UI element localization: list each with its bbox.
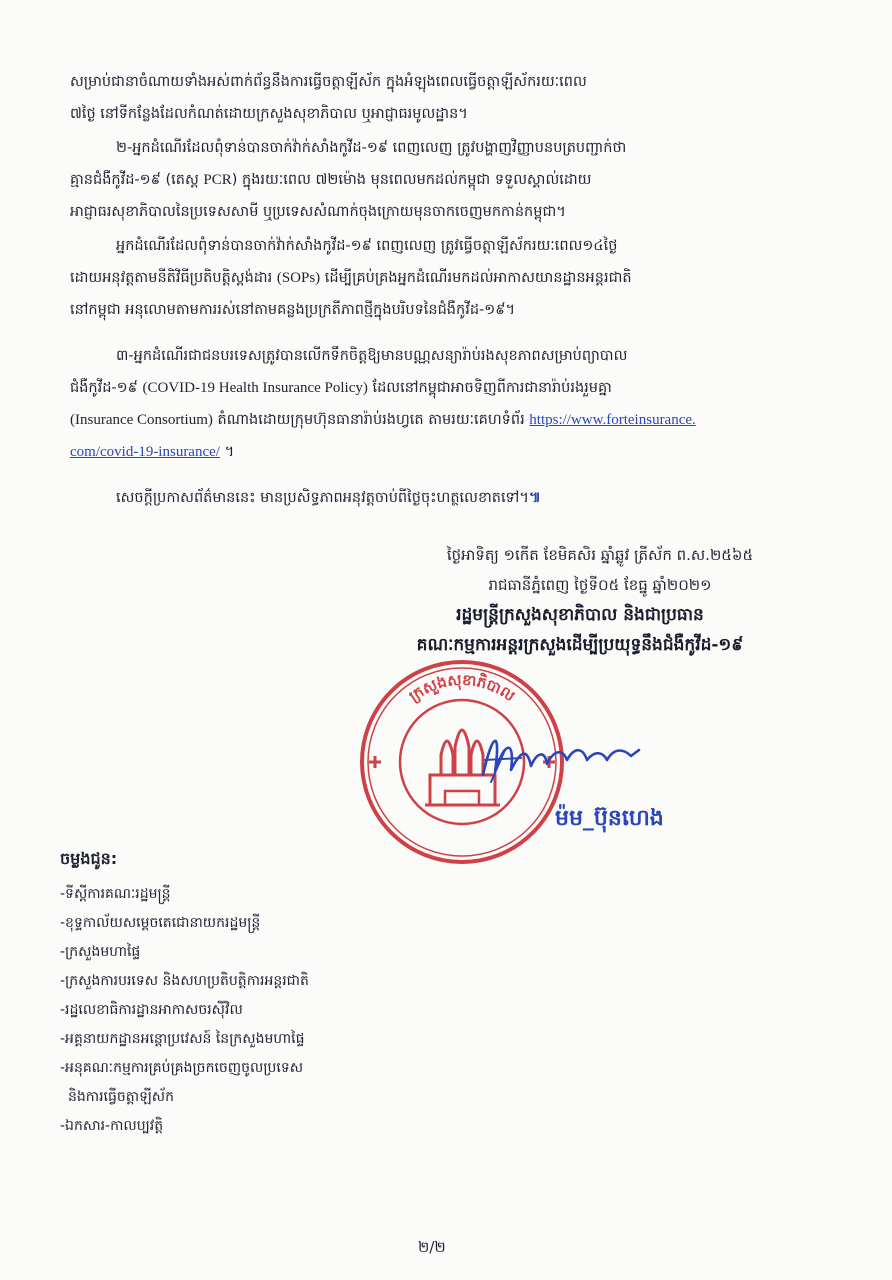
signatory-name: ម៉ម_ប៊ុនហេង — [555, 806, 664, 831]
text-segment-latin: (SOPs) — [276, 270, 321, 286]
text-segment: ដោយអនុវត្តតាមនីតិវិធីប្រតិបត្តិស្តង់ដារ — [70, 270, 273, 286]
paragraph-5-line-1 — [70, 482, 818, 514]
cc-list-item: -រដ្ឋលេខាធិការដ្ឋានអាកាសចរស៊ីវិល — [60, 1002, 243, 1018]
paragraph-1-line-2: ៧ថ្ងៃ នៅទីកន្លែងដែលកំណត់ដោយក្រសួងសុខាភិបាល ឬអាជ្ញាធរមូលដ្ឋាន។ — [70, 106, 468, 122]
paragraph-1-line-1: សម្រាប់ជានាចំណាយទាំងអស់ពាក់ព័ន្ធនឹងការធ្វើចត្តាឡីស័ក ក្នុងអំឡុងពេលធ្វើចត្តាឡីស័ករយៈពេល — [70, 74, 587, 90]
text-segment: សេចក្តីប្រកាសព័ត៌មាននេះ មានប្រសិទ្ធភាពអនុវត្តចាប់ពីថ្ងៃចុះហត្ថលេខាតទៅ។ — [116, 490, 529, 506]
paragraph-2 — [70, 132, 818, 228]
solar-date: រាជធានីភ្នំពេញ ថ្ងៃទី០៥ ខែធ្នូ ឆ្នាំ២០២១ — [488, 576, 712, 594]
svg-text:ក្រសួងសុខាភិបាល: ក្រសួងសុខាភិបាល — [405, 670, 519, 706]
paragraph-1 — [70, 66, 818, 130]
paragraph-4-line-2 — [70, 372, 818, 404]
cc-list-item: -ឯកសារ-កាលប្បវត្តិ — [60, 1118, 164, 1134]
text-segment-latin: PCR — [203, 172, 232, 188]
insurance-website-link[interactable]: https://www.forteinsurance. — [529, 412, 696, 428]
paragraph-2-line-1: ២-អ្នកដំណើរដែលពុំទាន់បានចាក់វ៉ាក់សាំងកូវីដ-១៩ ពេញលេញ ត្រូវបង្ហាញវិញ្ញាបនបត្របញ្ជាក់ថា — [116, 140, 627, 156]
cc-list-item: -ខុទ្ទកាល័យសម្តេចតេជោនាយករដ្ឋមន្ត្រី — [60, 915, 261, 931]
cc-heading: ចម្លងជូន: — [60, 849, 118, 868]
cc-list-item: -ក្រសួងការបរទេស និងសហប្រតិបត្តិការអន្តរជាតិ — [60, 973, 309, 989]
paragraph-4-line-1: ៣-អ្នកដំណើរជាជនបរទេសត្រូវបានលើកទឹកចិត្តឱ្យមានបណ្ណសន្យារ៉ាប់រងសុខភាពសម្រាប់ព្យាបាល — [116, 348, 628, 364]
signatory-title-1: រដ្ឋមន្ត្រីក្រសួងសុខាភិបាល និងជាប្រធាន — [456, 605, 704, 625]
text-segment: គ្មានជំងឺកូវីដ-១៩ (តេស្ត — [70, 172, 199, 188]
text-segment: ដើម្បីគ្រប់គ្រងអ្នកដំណើរមកដល់អាកាសយានដ្ឋានអន្តរជាតិ — [324, 270, 632, 286]
paragraph-3-line-3: នៅកម្ពុជា អនុលោមតាមការរស់នៅតាមគន្លងប្រក្រតីភាពថ្មីក្នុងបរិបទនៃជំងឺកូវីដ-១៩។ — [70, 302, 516, 318]
signatory-title-2: គណៈកម្មការអន្តរក្រសួងដើម្បីប្រយុទ្ធនឹងជំងឺកូវីដ-១៩ — [416, 635, 744, 655]
paragraph-2-line-2 — [70, 164, 818, 196]
text-segment: ។ — [224, 444, 235, 460]
dateline — [360, 540, 840, 600]
paragraph-3-line-1: អ្នកដំណើរដែលពុំទាន់បានចាក់វ៉ាក់សាំងកូវីដ-១៩ ពេញលេញ ត្រូវធ្វើចត្តាឡីស័ករយៈពេល១៤ថ្ងៃ — [116, 238, 618, 254]
text-segment: តំណាងដោយក្រុមហ៊ុនធានារ៉ាប់រងហ្វតេ តាមរយៈគេហទំព័រ — [217, 412, 525, 428]
lunar-date: ថ្ងៃអាទិត្យ ១កើត ខែមិគសិរ ឆ្នាំឆ្លូវ ត្រីស័ក ព.ស.២៥៦៥ — [446, 546, 754, 564]
end-mark: ៕ — [528, 490, 541, 506]
cc-list-item: -ក្រសួងមហាផ្ទៃ — [60, 944, 141, 960]
text-segment: ជំងឺកូវីដ-១៩ — [70, 380, 138, 396]
cc-list — [60, 880, 309, 1141]
signatory-titles — [300, 600, 860, 660]
signature-icon — [475, 720, 645, 790]
text-segment-latin: (Insurance Consortium) — [70, 412, 213, 428]
insurance-website-link-cont[interactable]: com/covid-19-insurance/ — [70, 444, 220, 460]
paragraph-4 — [70, 340, 818, 468]
paragraph-3-line-2 — [70, 262, 818, 294]
cc-list-item: -អគ្គនាយកដ្ឋានអន្តោប្រវេសន៍ នៃក្រសួងមហាផ្ទៃ — [60, 1031, 305, 1047]
cc-list-item: និងការធ្វើចត្តាឡីស័ក — [68, 1089, 174, 1105]
page-number: ២/២ — [418, 1238, 446, 1256]
text-segment: ) ក្នុងរយៈពេល ៧២ម៉ោង មុនពេលមកដល់កម្ពុជា ទទួលស្គាល់ដោយ — [231, 172, 592, 188]
paragraph-3 — [70, 230, 818, 326]
text-segment: ដែលនៅកម្ពុជាអាចទិញពីការជានារ៉ាប់រងរួមគ្នា — [372, 380, 612, 396]
paragraph-5 — [70, 482, 818, 514]
paragraph-4-line-3 — [70, 404, 818, 436]
paragraph-2-line-3: អាជ្ញាធរសុខាភិបាលនៃប្រទេសសាមី ឬប្រទេសសំណាក់ចុងក្រោយមុនចាកចេញមកកាន់កម្ពុជា។ — [70, 204, 566, 220]
paragraph-4-line-4 — [70, 436, 818, 468]
text-segment-latin: (COVID-19 Health Insurance Policy) — [142, 380, 368, 396]
cc-list-item: -អនុគណៈកម្មការគ្រប់គ្រងច្រកចេញចូលប្រទេស — [60, 1060, 304, 1076]
cc-list-item: -ទីស្តីការគណៈរដ្ឋមន្ត្រី — [60, 886, 171, 902]
